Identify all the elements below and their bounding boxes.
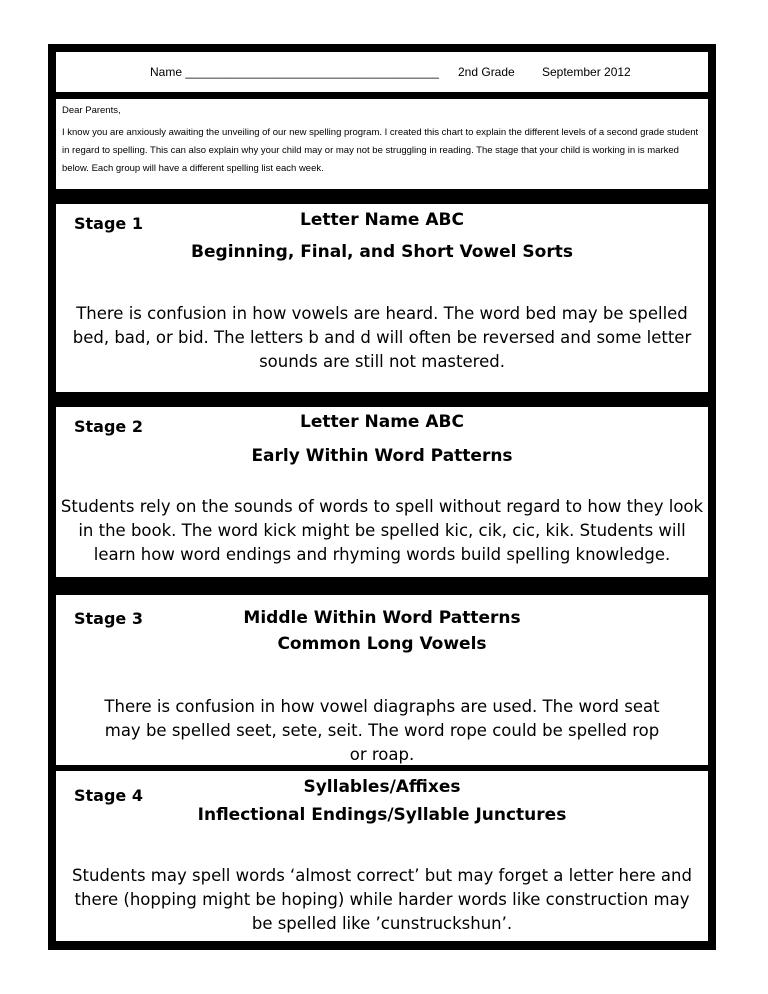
stage-3-box [56,595,708,765]
grade-label: 2nd Grade [458,65,515,79]
stage-subtitle: Common Long Vowels [277,634,487,654]
stage-subtitle: Beginning, Final, and Short Vowel Sorts [191,242,573,262]
stage-title: Letter Name ABC [300,412,464,432]
stage-title: Middle Within Word Patterns [243,608,521,628]
stage-subtitle: Inflectional Endings/Syllable Junctures [197,805,567,825]
stage-label: Stage 3 [74,609,143,628]
letter-body: I know you are anxiously awaiting the unveiling of our new spelling program. I created this chart to explain the different levels of a second grade student in regard to spelling. This can also explain why your child may or may not be struggling in reading. The stage that your child is working in is marked below. Each group will have a different spelling list each week. [62,127,699,174]
parent-letter-box [56,99,708,189]
date-label: September 2012 [542,65,631,79]
stage-title: Syllables/Affixes [303,777,461,797]
name-field-label: Name ______________________________________ [150,65,439,79]
stage-label: Stage 2 [74,417,143,436]
stage-description: Students may spell words ‘almost correct’ but may forget a letter here and there (hopping might be hoping) while harder words like construction may be spelled like ’cunstruckshun’. [72,866,692,933]
stage-description: Students rely on the sounds of words to spell without regard to how they look in the book. The word kick might be spelled kic, cik, cic, kik. Students will learn how word endings and rhyming words build spelling knowledge. [60,497,704,564]
worksheet-border [48,44,716,950]
stage-title: Letter Name ABC [300,210,464,230]
stage-description: There is confusion in how vowel diagraphs are used. The word seat may be spelled seet, sete, seit. The word rope could be spelled rop or roap. [104,697,660,764]
header-box [56,52,708,92]
stage-subtitle: Early Within Word Patterns [251,446,513,466]
stage-2-box [56,407,708,577]
stage-label: Stage 1 [74,214,143,233]
stage-description: There is confusion in how vowels are heard. The word bed may be spelled bed, bad, or bid. The letters b and d will often be reversed and some letter sounds are still not mastered. [72,304,692,371]
letter-greeting: Dear Parents, [62,105,121,116]
stage-1-box [56,204,708,392]
stage-label: Stage 4 [74,786,143,805]
stage-4-box [56,771,708,941]
